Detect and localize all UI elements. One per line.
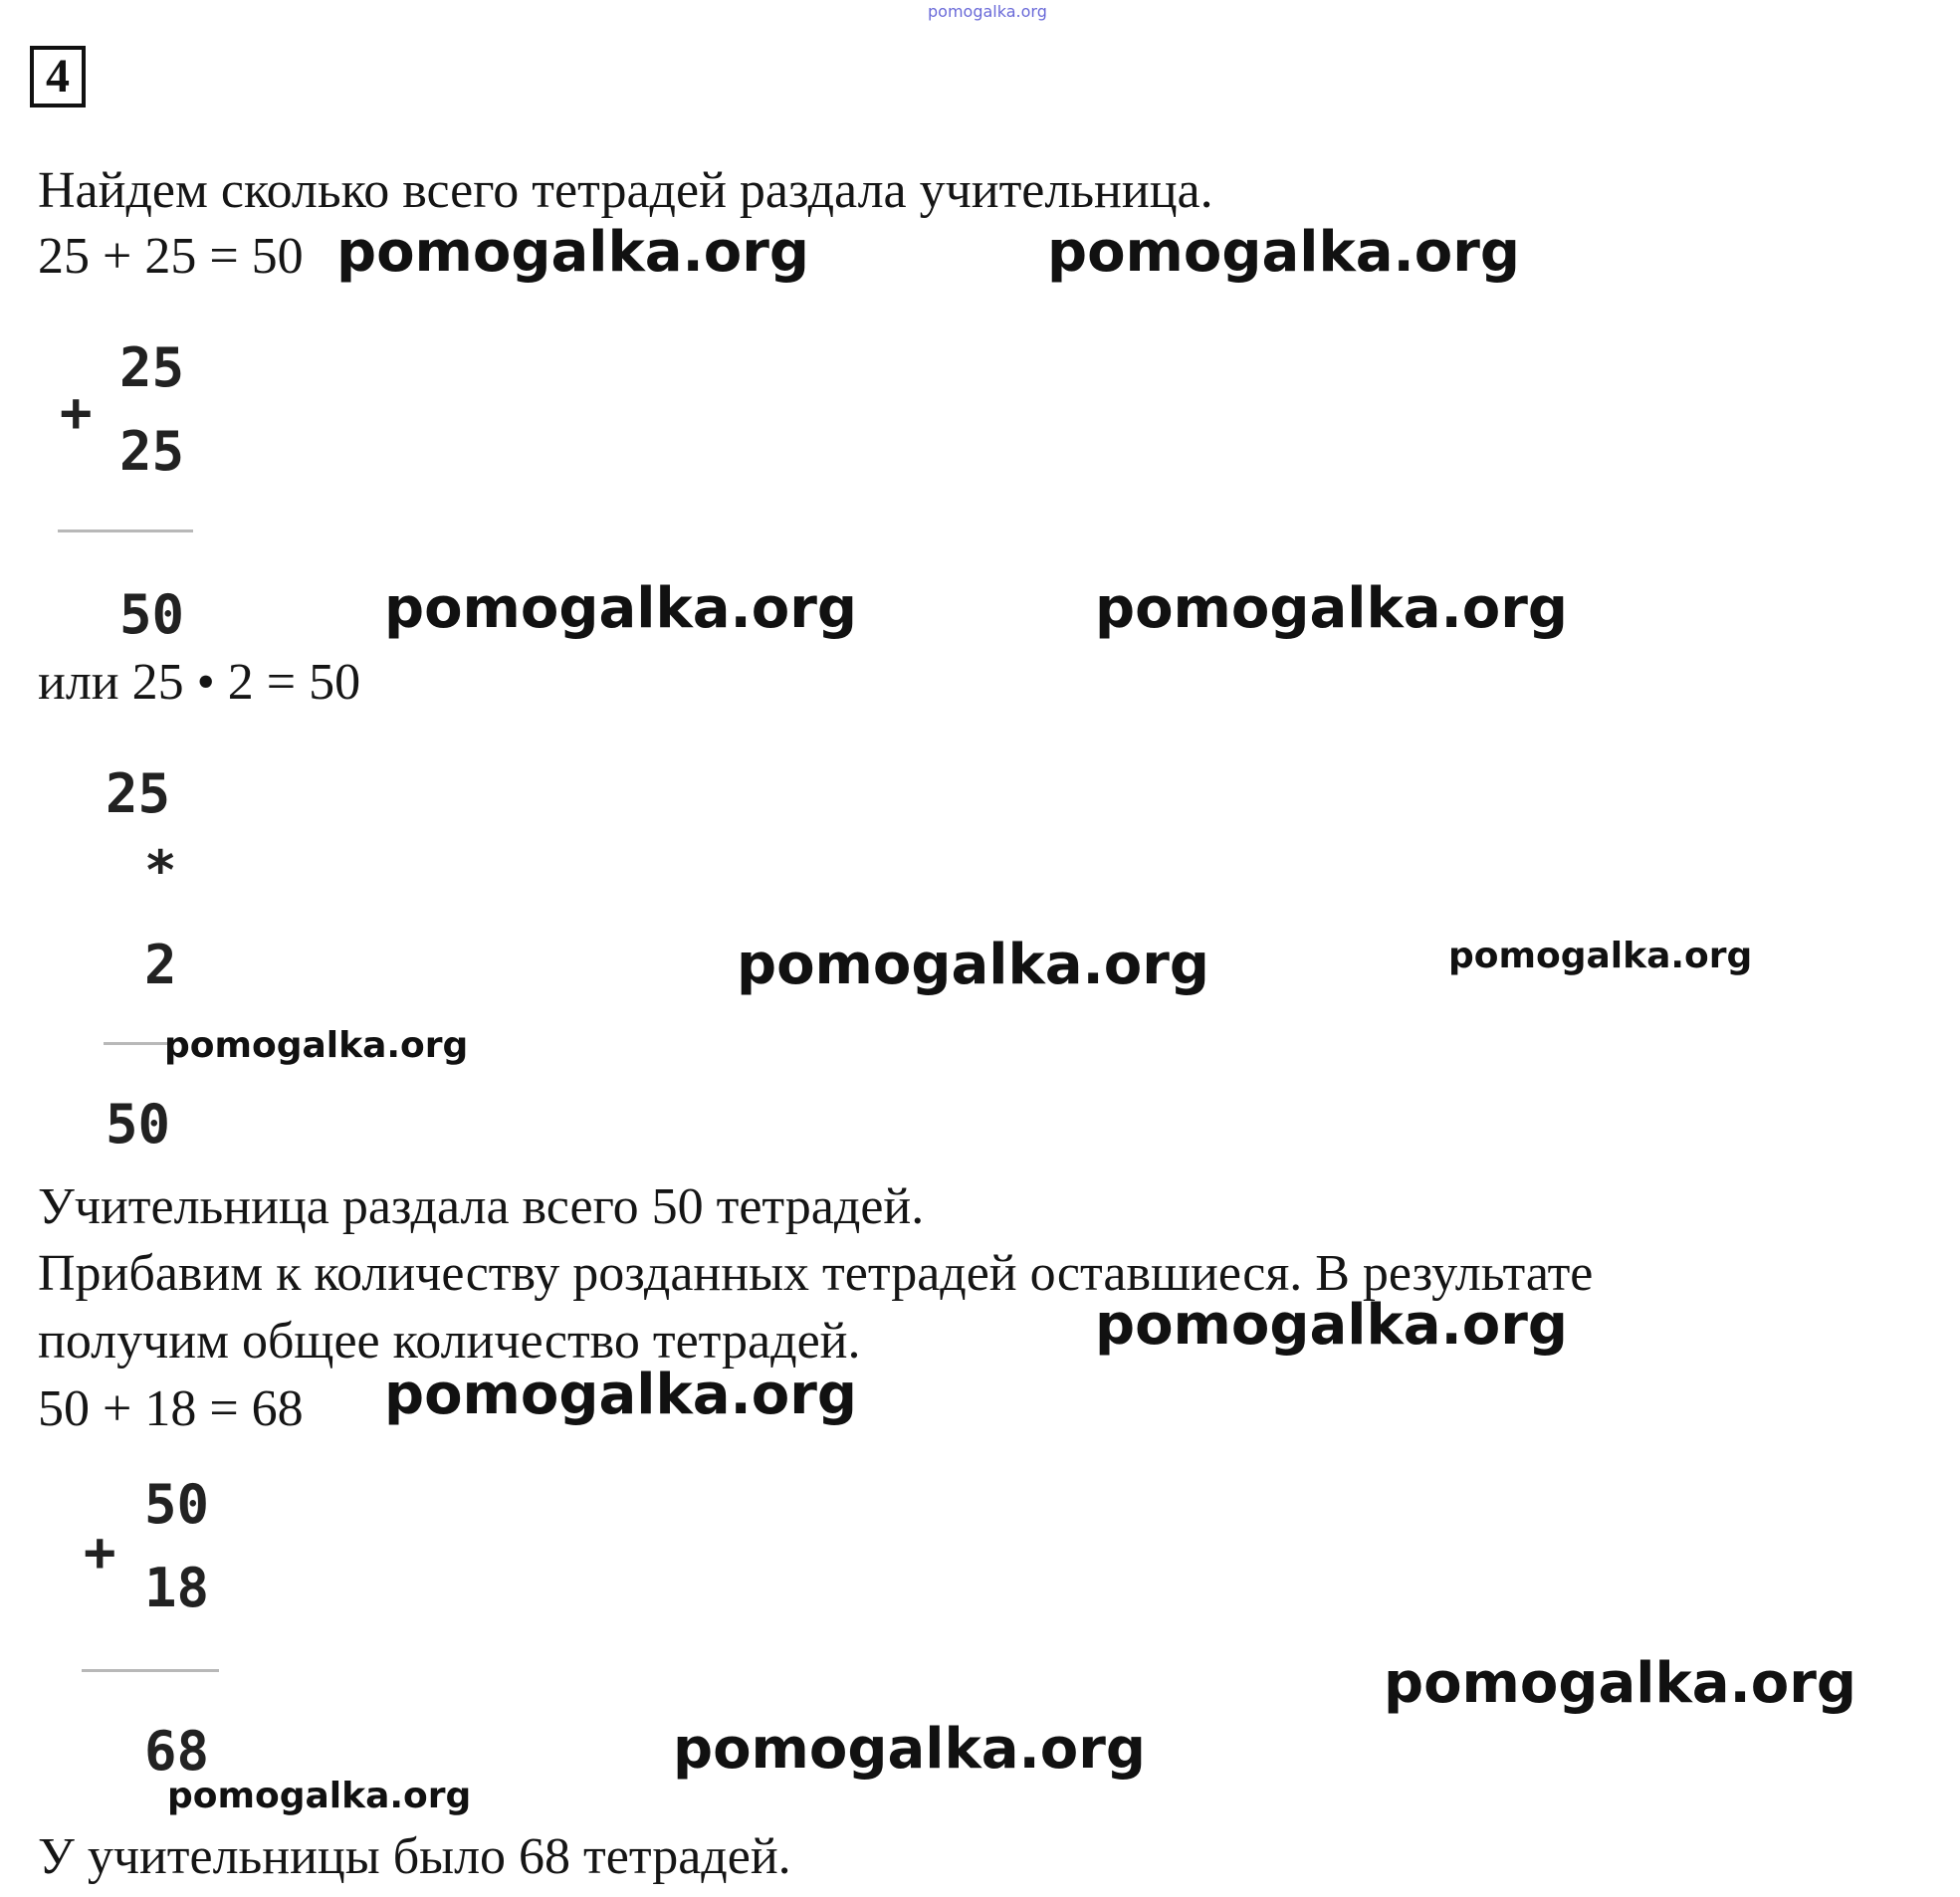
- watermark: pomogalka.org: [167, 1776, 472, 1816]
- watermark: pomogalka.org: [673, 1717, 1146, 1782]
- calc1-rule: [58, 529, 193, 532]
- watermark: pomogalka.org: [1095, 1293, 1568, 1358]
- calc3-operand-a: 50: [144, 1473, 210, 1536]
- calc3-result: 68: [144, 1720, 210, 1783]
- calc3-rule: [82, 1669, 219, 1672]
- result-1-text: Учительница раздала всего 50 тетрадей.: [38, 1178, 925, 1235]
- watermark: pomogalka.org: [1047, 220, 1520, 285]
- watermark: pomogalka.org: [1448, 936, 1753, 976]
- watermark: pomogalka.org: [384, 1363, 857, 1427]
- calc1-operand-b: 25: [119, 420, 185, 483]
- watermark: pomogalka.org: [737, 933, 1209, 997]
- task-number: 4: [30, 46, 86, 107]
- equation-1: 25 + 25 = 50: [38, 228, 304, 285]
- alternative-text: или 25 • 2 = 50: [38, 654, 361, 711]
- calc2-operand-b: 2: [144, 934, 177, 996]
- calc1-operand-a: 25: [119, 336, 185, 399]
- watermark: pomogalka.org: [1384, 1651, 1856, 1716]
- step-2-text-b: получим общее количество тетрадей.: [38, 1313, 861, 1370]
- answer-text: У учительницы было 68 тетрадей.: [38, 1828, 791, 1885]
- calc2-result: 50: [106, 1093, 171, 1156]
- calc2-rule: [104, 1042, 169, 1045]
- intro-text: Найдем сколько всего тетрадей раздала учительница.: [38, 162, 1213, 219]
- calc1-operator: +: [60, 381, 93, 444]
- calc2-operand-a: 25: [106, 762, 171, 825]
- calc1-result: 50: [119, 583, 185, 646]
- watermark: pomogalka.org: [164, 1025, 469, 1066]
- calc3-operator: +: [84, 1521, 116, 1583]
- watermark: pomogalka.org: [384, 576, 857, 641]
- calc2-operator: *: [144, 839, 177, 902]
- watermark: pomogalka.org: [1095, 576, 1568, 641]
- calc3-operand-b: 18: [144, 1557, 210, 1619]
- watermark: pomogalka.org: [336, 220, 809, 285]
- step-2-text-a: Прибавим к количеству розданных тетрадей оставшиеся. В результате: [38, 1245, 1594, 1302]
- equation-2: 50 + 18 = 68: [38, 1380, 304, 1437]
- site-mark: pomogalka.org: [928, 2, 1047, 21]
